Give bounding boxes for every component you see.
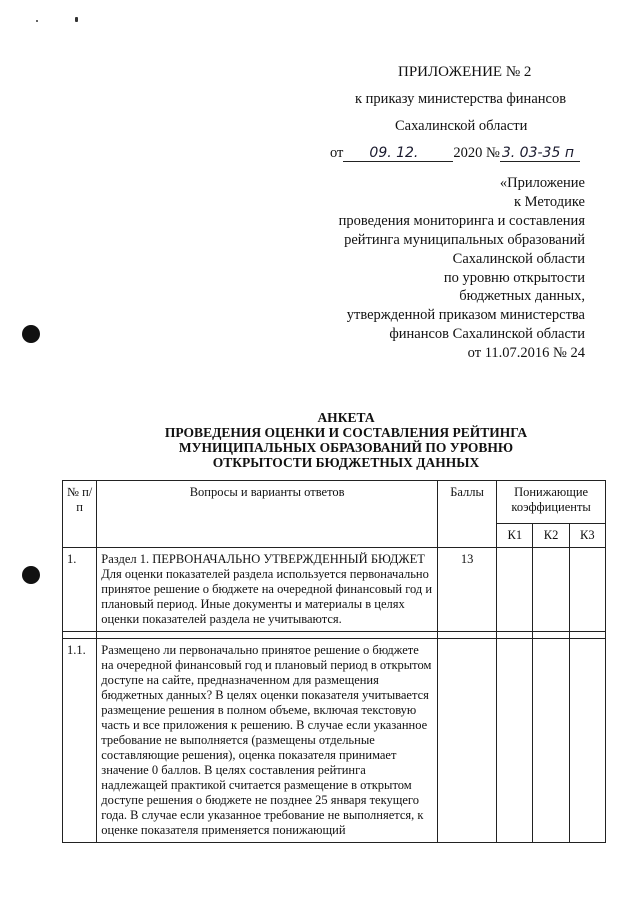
methodology-line: утвержденной приказом министерства <box>346 307 585 324</box>
punch-hole-mark <box>22 325 40 343</box>
number-handwritten: 3. 03-35 п <box>501 145 574 161</box>
scan-speck <box>75 17 78 22</box>
row-num: 1. <box>63 548 97 632</box>
table-header-row <box>63 481 606 524</box>
row-score: 13 <box>437 548 496 632</box>
methodology-line: бюджетных данных, <box>459 288 585 305</box>
date-field <box>343 145 453 162</box>
row-text: Раздел 1. ПЕРВОНАЧАЛЬНО УТВЕРЖДЕННЫЙ БЮДЖЕТ Для оценки показателей раздела используется первоначально принятое решение о бюджете на очередной финансовый год и плановый период. Иные документы и материалы в целях оценки показателей раздела не учитываются. <box>97 548 438 632</box>
title-line: АНКЕТА <box>317 410 375 425</box>
row-text: Размещено ли первоначально принятое решение о бюджете на очередной финансовый год и плановый период в открытом доступе на сайте, предназначенном для размещения бюджетных данных? В целях оценки показателя учитывается размещение решения в полном объеме, включая текстовую часть и все приложения к решению. В случае если указанное требование не выполняется (размещены отдельные составляющие решения), оценка показателя принимает значение 0 баллов. В целях составления рейтинга надлежащей практикой считается размещение в открытом доступе решения о бюджете не позднее 25 января текущего года. В случае если указанное требование не выполняется, к оценке показателя применяется понижающий <box>97 639 438 843</box>
row-score <box>437 639 496 843</box>
date-prefix: от <box>330 145 344 161</box>
separator-cell <box>63 632 97 639</box>
row-k1 <box>497 639 533 843</box>
row-k3 <box>569 639 605 843</box>
header-k2: К2 <box>533 524 569 548</box>
year-label: 2020 № <box>453 145 500 161</box>
region-line: Сахалинской области <box>395 118 528 134</box>
methodology-line: «Приложение <box>499 175 585 191</box>
header-num: № п/п <box>63 481 97 548</box>
methodology-line: финансов Сахалинской области <box>389 326 585 343</box>
row-k2 <box>533 639 569 843</box>
title-line: МУНИЦИПАЛЬНЫХ ОБРАЗОВАНИЙ ПО УРОВНЮ <box>178 440 514 455</box>
scan-speck <box>36 20 38 22</box>
methodology-line: от 11.07.2016 № 24 <box>467 345 585 362</box>
punch-hole-mark <box>22 566 40 584</box>
document-title <box>96 410 596 470</box>
methodology-line: Сахалинской области <box>452 250 585 267</box>
header-score: Баллы <box>437 481 496 548</box>
header-coefficients: Понижающие коэффициенты <box>497 481 606 524</box>
methodology-line: к Методике <box>513 193 585 210</box>
separator-cell <box>497 632 533 639</box>
methodology-reference <box>339 174 585 363</box>
row-k2 <box>533 548 569 632</box>
methodology-line: рейтинга муниципальных образований <box>344 231 585 248</box>
header-k1: К1 <box>497 524 533 548</box>
title-line: ОТКРЫТОСТИ БЮДЖЕТНЫХ ДАННЫХ <box>212 455 480 470</box>
row-num: 1.1. <box>63 639 97 843</box>
methodology-line: по уровню открытости <box>443 269 585 286</box>
separator-cell <box>569 632 605 639</box>
row-k1 <box>497 548 533 632</box>
separator-cell <box>437 632 496 639</box>
separator-cell <box>97 632 438 639</box>
order-date-row <box>330 145 580 162</box>
row-k3 <box>569 548 605 632</box>
table-row <box>63 639 606 843</box>
title-line: ПРОВЕДЕНИЯ ОЦЕНКИ И СОСТАВЛЕНИЯ РЕЙТИНГА <box>164 425 528 440</box>
header-k3: К3 <box>569 524 605 548</box>
table-row <box>63 548 606 632</box>
separator-cell <box>533 632 569 639</box>
number-field <box>500 145 580 162</box>
order-line: к приказу министерства финансов <box>355 91 567 107</box>
appendix-title: ПРИЛОЖЕНИЕ № 2 <box>398 64 532 80</box>
header-question: Вопросы и варианты ответов <box>97 481 438 548</box>
questionnaire-table <box>62 480 606 843</box>
date-handwritten: 09. 12. <box>369 145 419 161</box>
row-separator <box>63 632 606 639</box>
methodology-line: проведения мониторинга и составления <box>338 212 585 229</box>
